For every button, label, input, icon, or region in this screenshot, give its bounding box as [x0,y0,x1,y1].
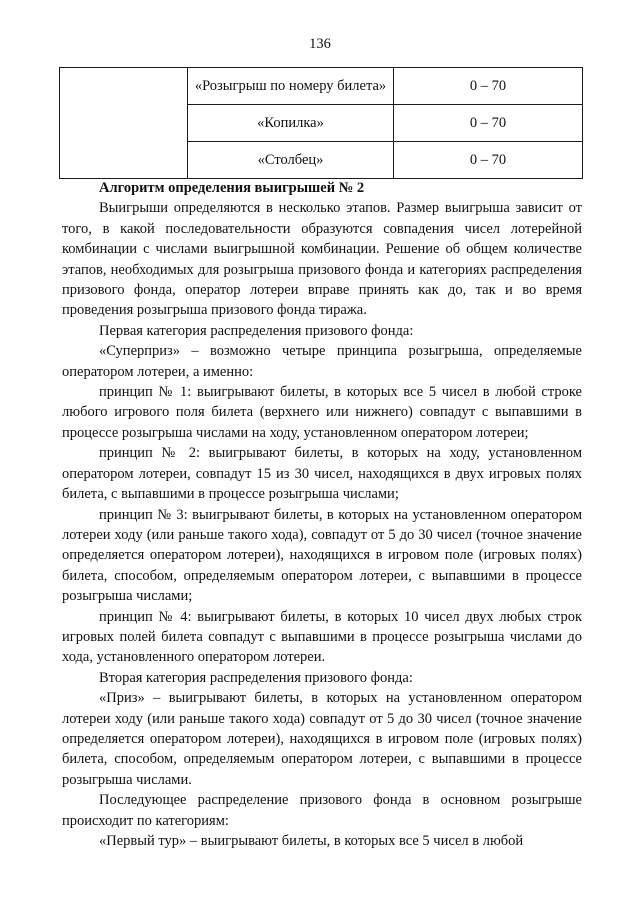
paragraph: «Первый тур» – выигрывают билеты, в которых все 5 чисел в любой [99,833,524,849]
empty-merged-cell [60,68,188,179]
range-cell: 0 – 70 [394,105,583,142]
table-row [60,68,583,105]
paragraph: принцип № 3: выигрывают билеты, в которых на установленном оператором лотереи ходу (или раньше такого хода), совпадут от 5 до 30 чисел (точное значение определяется оператором лотереи), находящихся в игровом поле (игровых полях) билета, способом, определяемым оператором лотереи, с выпавшими в процессе розыгрыша числами; [62,506,582,605]
prize-category-table [59,67,583,179]
paragraph: Вторая категория распределения призового фонда: [99,669,413,686]
category-name-cell: «Столбец» [188,142,394,179]
section-heading: Алгоритм определения выигрышей № 2 [99,180,365,196]
paragraph: Последующее распределение призового фонда в основном розыгрыше происходит по категориям: [62,792,582,829]
range-cell: 0 – 70 [394,142,583,179]
paragraph: «Суперприз» – возможно четыре принципа розыгрыша, определяемые оператором лотереи, а именно: [62,343,582,380]
category-name-cell: «Розыгрыш по номеру билета» [188,68,394,105]
range-cell: 0 – 70 [394,68,583,105]
page-number: 136 [309,36,331,52]
paragraph: «Приз» – выигрывают билеты, в которых на установленном оператором лотереи ходу (или раньше такого хода) совпадут от 5 до 30 чисел (точное значение определяется оператором лотереи), находящихся в игровом поле (игровых полях) билета, способом, определяемым оператором лотереи, с выпавшими в процессе розыгрыша числами. [62,690,582,788]
paragraph: Выигрыши определяются в несколько этапов. Размер выигрыша зависит от того, в какой последовательности образуются совпадения чисел лотерейной комбинации с числами выигрышной комбинации. Решение об общем количестве этапов, необходимых для розыгрыша призового фонда и категориях распределения призового фонда, оператор лотереи вправе принять как до, так и во время проведения розыгрыша призового фонда тиража. [62,200,582,319]
paragraph: Первая категория распределения призового фонда: [99,322,414,339]
paragraph: принцип № 2: выигрывают билеты, в которых на ходу, установленном оператором лотереи, совпадут 15 из 30 чисел, находящихся в двух игровых полях билета, с выпавшими в процессе розыгрыша числами; [62,445,582,503]
category-name-cell: «Копилка» [188,105,394,142]
paragraph: принцип № 1: выигрывают билеты, в которых все 5 чисел в любой строке любого игрового поля билета (верхнего или нижнего) совпадут с выпавшими в процессе розыгрыша числами на ходу, установленном оператором лотереи; [62,384,582,441]
paragraph: принцип № 4: выигрывают билеты, в которых 10 чисел двух любых строк игровых полей билета совпадут с выпавшими в процессе розыгрыша числами до хода, установленного оператором лотереи. [62,608,582,666]
document-body [62,178,582,851]
